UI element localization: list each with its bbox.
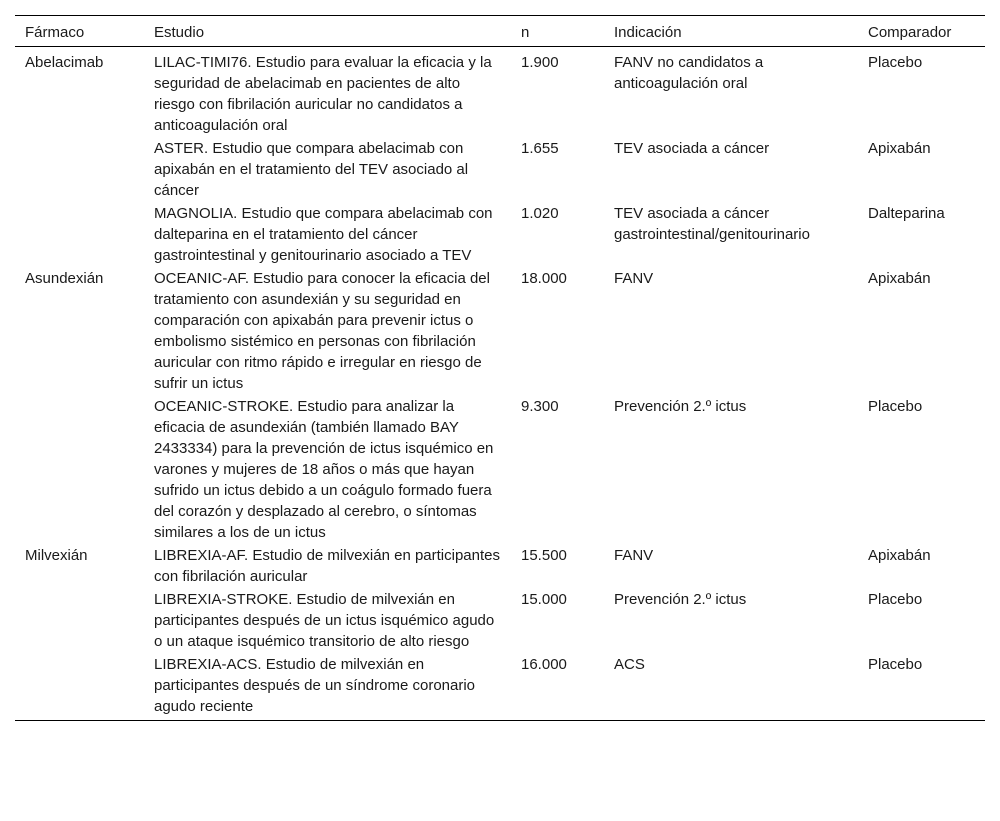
cell-indicacion: FANV no candidatos a anticoagulación oral <box>614 54 764 92</box>
cell-comparador: Placebo <box>858 652 985 721</box>
cell-farmaco: Asundexián <box>25 270 104 287</box>
cell-comparador: Apixabán <box>868 547 931 564</box>
cell-estudio: ASTER. Estudio que compara abelacimab con apixabán en el tratamiento del TEV asociado al cáncer <box>154 140 469 199</box>
cell-estudio: OCEANIC-STROKE. Estudio para analizar la eficacia de asundexián (también llamado BAY 2433334) para la prevención de ictus isquémico en varones y mujeres de 18 años o más que hayan sufrido un ictus debido a un coágulo formado fuera del corazón y desplazado al cerebro, o síntomas similares a los de un ictus <box>154 398 494 541</box>
cell-estudio: LIBREXIA-ACS. Estudio de milvexián en participantes después de un síndrome coronario agudo reciente <box>144 652 511 721</box>
cell-farmaco: Milvexián <box>25 547 88 564</box>
cell-indicacion: FANV <box>614 270 654 287</box>
cell-indicacion: TEV asociada a cáncer gastrointestinal/genitourinario <box>614 205 810 243</box>
cell-estudio: OCEANIC-AF. Estudio para conocer la eficacia del tratamiento con asundexián y su seguridad en comparación con apixabán para prevenir ictus o embolismo sistémico en personas con fibrilación auricular con ritmo rápido e irregular en riesgo de sufrir un ictus <box>154 270 490 392</box>
table-row <box>15 136 985 201</box>
cell-estudio: LIBREXIA-STROKE. Estudio de milvexián en participantes después de un ictus isquémico agudo o un ataque isquémico transitorio de alto riesgo <box>154 591 495 650</box>
cell-farmaco <box>15 201 144 266</box>
header-indicacion: Indicación <box>604 16 858 47</box>
table-body <box>15 47 985 721</box>
table-row <box>15 47 985 137</box>
table-row <box>15 266 985 394</box>
cell-comparador: Dalteparina <box>868 205 945 222</box>
cell-farmaco <box>15 652 144 721</box>
header-n: n <box>511 16 604 47</box>
header-farmaco: Fármaco <box>15 16 144 47</box>
cell-farmaco <box>15 587 144 652</box>
cell-indicacion: TEV asociada a cáncer <box>614 140 770 157</box>
cell-estudio: LIBREXIA-AF. Estudio de milvexián en participantes con fibrilación auricular <box>154 547 501 585</box>
cell-n: 1.020 <box>521 205 559 222</box>
cell-n: 1.655 <box>521 140 559 157</box>
cell-n: 16.000 <box>511 652 604 721</box>
cell-comparador: Placebo <box>868 591 923 608</box>
cell-comparador: Placebo <box>868 54 923 71</box>
header-comparador: Comparador <box>858 16 985 47</box>
cell-n: 18.000 <box>521 270 567 287</box>
cell-farmaco <box>15 136 144 201</box>
header-row <box>15 16 985 47</box>
cell-indicacion: ACS <box>604 652 858 721</box>
cell-comparador: Placebo <box>868 398 923 415</box>
cell-n: 1.900 <box>521 54 559 71</box>
table-row <box>15 543 985 587</box>
table-row <box>15 394 985 543</box>
trials-table <box>15 15 985 721</box>
table-row <box>15 587 985 652</box>
cell-indicacion: Prevención 2.º ictus <box>614 591 747 608</box>
cell-comparador: Apixabán <box>868 140 931 157</box>
cell-estudio: MAGNOLIA. Estudio que compara abelacimab con dalteparina en el tratamiento del cáncer gastrointestinal y genitourinario asociado a TEV <box>154 205 493 264</box>
cell-n: 15.000 <box>521 591 567 608</box>
cell-n: 15.500 <box>521 547 567 564</box>
cell-indicacion: Prevención 2.º ictus <box>614 398 747 415</box>
cell-estudio: LILAC-TIMI76. Estudio para evaluar la eficacia y la seguridad de abelacimab en pacientes de alto riesgo con fibrilación auricular no candidatos a anticoagulación oral <box>154 54 492 134</box>
cell-farmaco <box>15 394 144 543</box>
table-header <box>15 16 985 47</box>
table-row <box>15 201 985 266</box>
cell-indicacion: FANV <box>614 547 654 564</box>
cell-farmaco: Abelacimab <box>25 54 104 71</box>
table-row <box>15 652 985 721</box>
cell-comparador: Apixabán <box>868 270 931 287</box>
cell-n: 9.300 <box>521 398 559 415</box>
header-estudio: Estudio <box>144 16 511 47</box>
